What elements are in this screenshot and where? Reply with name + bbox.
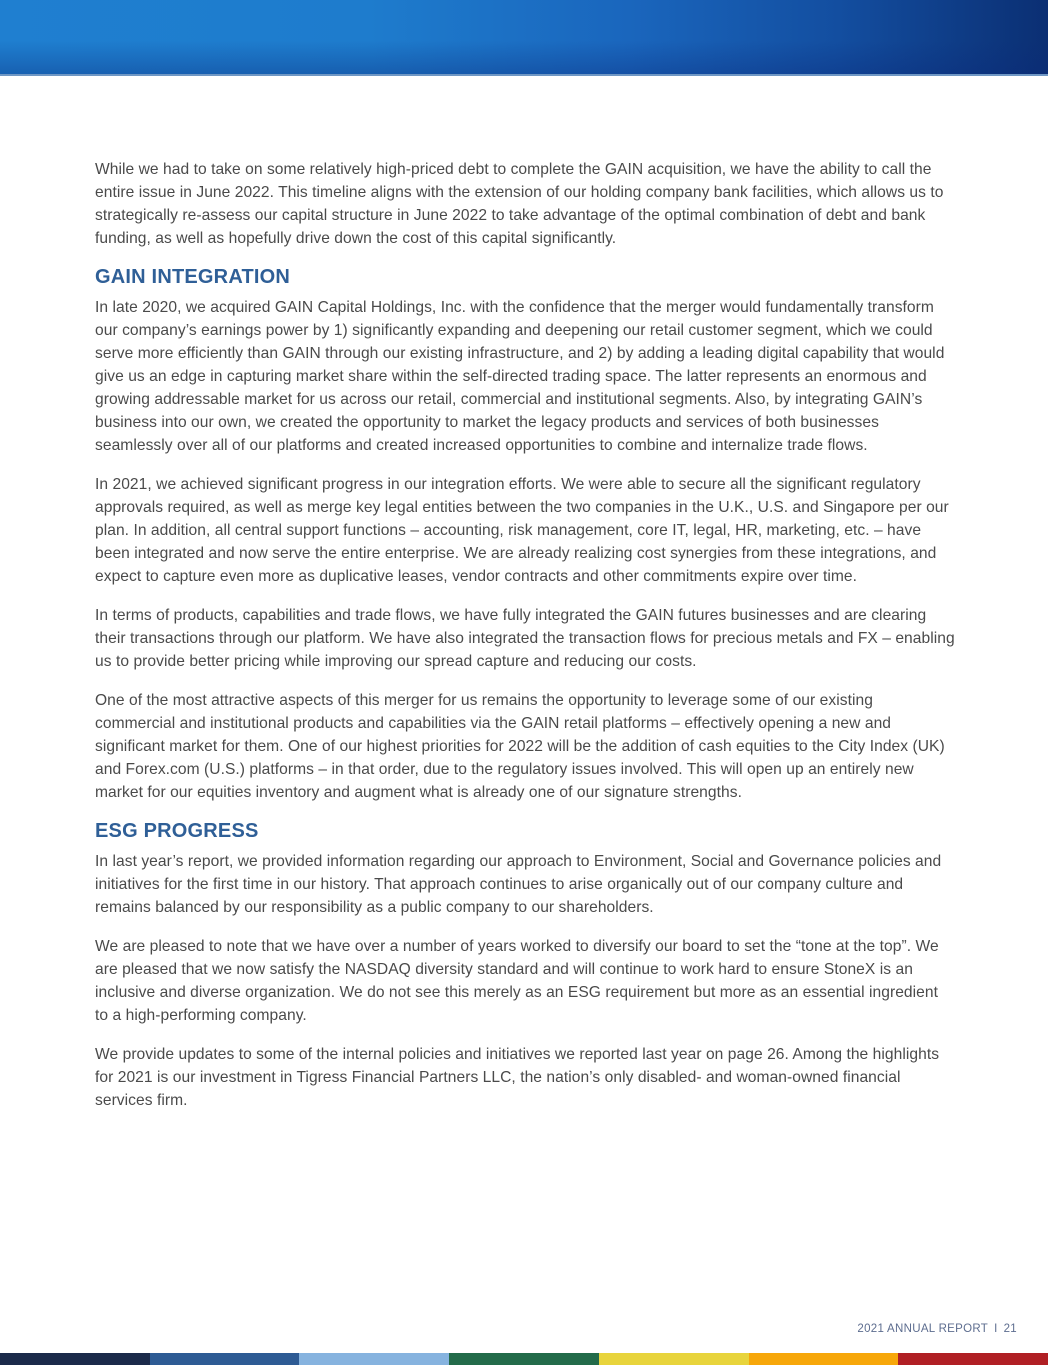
body-paragraph: One of the most attractive aspects of this merger for us remains the opportunity to leverage some of our existing commercial and institutional products and capabilities via the GAIN retail platforms – effectively opening a new and significant market for them. One of our highest priorities for 2022 will be the addition of cash equities to the City Index (UK) and Forex.com (U.S.) platforms – in that order, due to the regulatory issues involved. This will open up an entirely new market for our equities inventory and augment what is already one of our signature strengths. <box>95 692 945 801</box>
report-label: 2021 ANNUAL REPORT <box>857 1323 989 1335</box>
page-footer <box>857 1323 1017 1335</box>
color-stripe <box>449 1353 599 1365</box>
color-stripe <box>749 1353 899 1365</box>
page-content <box>95 158 955 1128</box>
color-stripe <box>898 1353 1048 1365</box>
body-paragraph: In last year’s report, we provided information regarding our approach to Environment, Social and Governance policies and initiatives for the first time in our history. That approach continues to arise organically out of our company culture and remains balanced by our responsibility as a public company to our shareholders. <box>95 853 942 916</box>
footer-separator: I <box>994 1323 998 1335</box>
body-paragraph: We are pleased to note that we have over a number of years worked to diversify our board to set the “tone at the top”. We are pleased that we now satisfy the NASDAQ diversity standard and will continue to work hard to ensure StoneX is an inclusive and diverse organization. We do not see this merely as an ESG requirement but more as an essential ingredient to a high-performing company. <box>95 938 939 1024</box>
section-heading: GAIN INTEGRATION <box>95 266 291 288</box>
color-stripe <box>599 1353 749 1365</box>
section-heading: ESG PROGRESS <box>95 820 259 842</box>
header-divider <box>0 74 1048 76</box>
page-number: 21 <box>1003 1323 1017 1335</box>
body-paragraph: In 2021, we achieved significant progress in our integration efforts. We were able to secure all the significant regulatory approvals required, as well as merge key legal entities between the two companies in the U.K., U.S. and Singapore per our plan. In addition, all central support functions – accounting, risk management, core IT, legal, HR, marketing, etc. – have been integrated and now serve the entire enterprise. We are already realizing cost synergies from these integrations, and expect to capture even more as duplicative leases, vendor contracts and other commitments expire over time. <box>95 476 949 585</box>
color-stripe <box>150 1353 300 1365</box>
footer-color-bar <box>0 1353 1048 1365</box>
section-gain-integration <box>95 264 955 804</box>
intro-paragraph: While we had to take on some relatively high-priced debt to complete the GAIN acquisition, we have the ability to call the entire issue in June 2022. This timeline aligns with the extension of our holding company bank facilities, which allows us to strategically re-assess our capital structure in June 2022 to take advantage of the optimal combination of debt and bank funding, as well as hopefully drive down the cost of this capital significantly. <box>95 161 944 247</box>
section-esg-progress <box>95 818 955 1112</box>
color-stripe <box>0 1353 150 1365</box>
body-paragraph: We provide updates to some of the internal policies and initiatives we reported last year on page 26. Among the highlights for 2021 is our investment in Tigress Financial Partners LLC, the nation’s only disabled- and woman-owned financial services firm. <box>95 1046 940 1109</box>
body-paragraph: In late 2020, we acquired GAIN Capital Holdings, Inc. with the confidence that the merger would fundamentally transform our company’s earnings power by 1) significantly expanding and deepening our retail customer segment, which we could serve more efficiently than GAIN through our existing infrastructure, and 2) by adding a leading digital capability that would give us an edge in capturing market share within the self-directed trading space. The latter represents an enormous and growing addressable market for us across our retail, commercial and institutional segments. Also, by integrating GAIN’s business into our own, we created the opportunity to market the legacy products and services of both businesses seamlessly over all of our platforms and created increased opportunities to combine and internalize trade flows. <box>95 299 945 454</box>
color-stripe <box>299 1353 449 1365</box>
header-banner <box>0 0 1048 74</box>
body-paragraph: In terms of products, capabilities and trade flows, we have fully integrated the GAIN futures businesses and are clearing their transactions through our platform. We have also integrated the transaction flows for precious metals and FX – enabling us to provide better pricing while improving our spread capture and reducing our costs. <box>95 607 955 670</box>
